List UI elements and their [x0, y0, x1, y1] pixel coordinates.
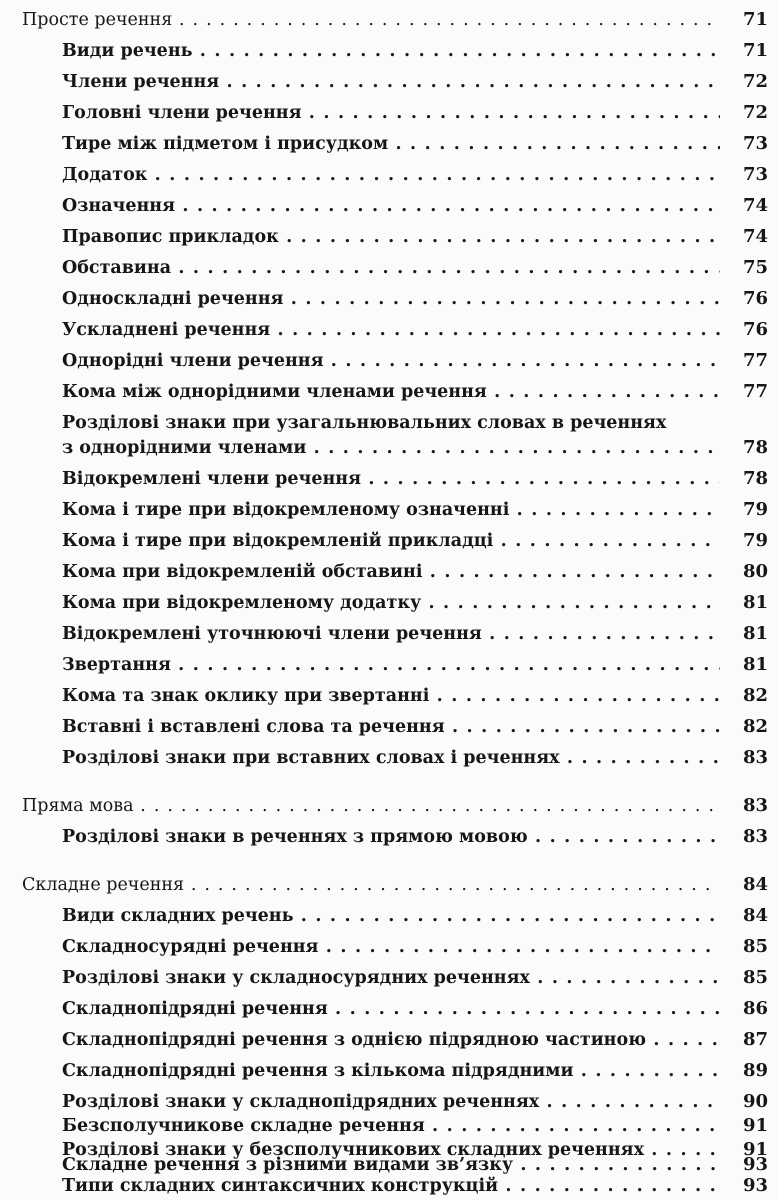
toc-page-number: 85: [742, 967, 768, 988]
toc-entry-title: Кома і тире при відокремленому означенні . . .: [62, 496, 720, 524]
toc-page-number: 86: [742, 998, 768, 1019]
toc-entry-title: Розділові знаки при вставних словах і реченнях . . .: [62, 744, 720, 772]
toc-page-number: 89: [742, 1060, 768, 1081]
toc-page-number: 83: [742, 747, 768, 768]
toc-entry-title: Типи складних синтаксичних конструкцій . . .: [62, 1174, 720, 1198]
toc-entry-title: Кома та знак оклику при звертанні . . .: [62, 682, 720, 710]
toc-page-number: 93: [742, 1154, 768, 1175]
toc-entry: [62, 1026, 768, 1054]
toc-page-number: 79: [742, 499, 768, 520]
toc-page-number: 73: [742, 133, 768, 154]
toc-entry: [62, 933, 768, 961]
toc-section-heading: [22, 6, 768, 34]
toc-entry-title: Кома і тире при відокремленій прикладці . . .: [62, 527, 720, 555]
toc-entry-title: Кома між однорідними членами речення . . .: [62, 378, 720, 406]
toc-entry-title: Пряма мова . . .: [22, 792, 720, 820]
toc-entry: [62, 823, 768, 851]
toc-page-number: 81: [742, 654, 768, 675]
toc-entry: [62, 378, 768, 406]
toc-entry-title: Однорідні члени речення . . .: [62, 347, 720, 375]
toc-page-number: 87: [742, 1029, 768, 1050]
toc-entry-title: Розділові знаки у складнопідрядних реченнях . . .: [62, 1088, 720, 1116]
toc-page-number: 91: [742, 1115, 768, 1136]
toc-entry-title: Складнопідрядні речення з кількома підрядними . . .: [62, 1057, 720, 1085]
toc-entry-title: Звертання . . .: [62, 651, 720, 679]
toc-entry-title: Безсполучникове складне речення . . .: [62, 1112, 720, 1140]
toc-page-number: 71: [742, 9, 768, 30]
toc-entry-title: Вставні і вставлені слова та речення . . .: [62, 713, 720, 741]
toc-entry: [62, 130, 768, 158]
toc-entry: [62, 192, 768, 220]
toc-entry-title: Складнопідрядні речення . . .: [62, 995, 720, 1023]
toc-page-number: 84: [742, 905, 768, 926]
toc-page-number: 85: [742, 936, 768, 957]
toc-entry-title: Ускладнені речення . . .: [62, 316, 720, 344]
toc-entry: [62, 558, 768, 586]
toc-page-number: 90: [742, 1091, 768, 1112]
toc-entry-title: з однорідними членами . . .: [62, 434, 720, 462]
toc-entry-first-line: [62, 409, 768, 437]
toc-page-number: 76: [742, 319, 768, 340]
toc-page-number: 72: [742, 71, 768, 92]
toc-entry-title: Відокремлені уточнюючі члени речення . . .: [62, 620, 720, 648]
toc-page-number: 93: [742, 1175, 768, 1196]
toc-page-number: 74: [742, 195, 768, 216]
toc-page-number: 74: [742, 226, 768, 247]
toc-page-number: 78: [742, 468, 768, 489]
toc-entry: [62, 161, 768, 189]
toc-page-number: 80: [742, 561, 768, 582]
toc-entry-title: Складнопідрядні речення з однією підрядною частиною . . .: [62, 1026, 720, 1054]
toc-section-heading: [22, 871, 768, 899]
toc-entry-title: Види речень . . .: [62, 37, 720, 65]
toc-entry: [62, 37, 768, 65]
toc-entry: [62, 651, 768, 679]
toc-page-number: 72: [742, 102, 768, 123]
toc-entry-title: Односкладні речення . . .: [62, 285, 720, 313]
toc-entry: [62, 995, 768, 1023]
toc-entry: [62, 682, 768, 710]
toc-entry-title: Члени речення . . .: [62, 68, 720, 96]
toc-entry: [62, 434, 768, 462]
toc-page-number: 75: [742, 257, 768, 278]
toc-page-number: 76: [742, 288, 768, 309]
toc-entry: [62, 99, 768, 127]
toc-entry-title: Відокремлені члени речення . . .: [62, 465, 720, 493]
toc-entry-title: Означення . . .: [62, 192, 720, 220]
toc-page-number: 82: [742, 716, 768, 737]
toc-entry: [62, 964, 768, 992]
toc-entry: [62, 902, 768, 930]
toc-entry-title: Складносурядні речення . . .: [62, 933, 720, 961]
toc-section-heading: [22, 792, 768, 820]
toc-entry: [62, 713, 768, 741]
toc-page-number: 84: [742, 874, 768, 895]
toc-entry: [62, 254, 768, 282]
toc-entry-title: Кома при відокремленому додатку . . .: [62, 589, 720, 617]
toc-entry: [62, 1057, 768, 1085]
toc-page-number: 71: [742, 40, 768, 61]
toc-page-number: 78: [742, 437, 768, 458]
toc-entry-title-line1: Розділові знаки при узагальнювальних словах в реченнях: [62, 413, 667, 433]
toc-entry: [62, 347, 768, 375]
toc-entry-title: Складне речення . . .: [22, 871, 720, 899]
toc-entry-title: Розділові знаки у безсполучникових складних реченнях . . .: [62, 1136, 720, 1164]
toc-entry-title: Головні члени речення . . .: [62, 99, 720, 127]
toc-page-number: 81: [742, 623, 768, 644]
toc-page-number: 82: [742, 685, 768, 706]
toc-entry: [62, 620, 768, 648]
toc-entry: [62, 589, 768, 617]
toc-page-number: 73: [742, 164, 768, 185]
toc-entry: [62, 223, 768, 251]
toc-entry-title: Розділові знаки у складносурядних реченнях . . .: [62, 964, 720, 992]
toc-entry-title: Види складних речень . . .: [62, 902, 720, 930]
toc-entry: [62, 496, 768, 524]
toc-page-number: 79: [742, 530, 768, 551]
toc-entry: [62, 527, 768, 555]
toc-page-number: 91: [742, 1139, 768, 1160]
toc-entry-title: Розділові знаки в реченнях з прямою мовою . . .: [62, 823, 720, 851]
toc-entry-title: Обставина . . .: [62, 254, 720, 282]
toc-entry: [62, 465, 768, 493]
toc-entry: [62, 744, 768, 772]
toc-entry-title: Тире між підметом і присудком . . .: [62, 130, 720, 158]
toc-entry-title: Просте речення . . .: [22, 6, 720, 34]
toc-page-number: 83: [742, 826, 768, 847]
toc-page-number: 83: [742, 795, 768, 816]
toc-entry-title: Кома при відокремленій обставині . . .: [62, 558, 720, 586]
toc-entry: [62, 1174, 768, 1198]
toc-entry: [62, 316, 768, 344]
toc-entry-title: Складне речення з різними видами зв’язку . . .: [62, 1153, 720, 1177]
toc-entry-title: Додаток . . .: [62, 161, 720, 189]
toc-page-number: 77: [742, 381, 768, 402]
toc-page-number: 77: [742, 350, 768, 371]
toc-entry: [62, 68, 768, 96]
toc-page-number: 81: [742, 592, 768, 613]
toc-entry-title: Правопис прикладок . . .: [62, 223, 720, 251]
toc-entry: [62, 285, 768, 313]
